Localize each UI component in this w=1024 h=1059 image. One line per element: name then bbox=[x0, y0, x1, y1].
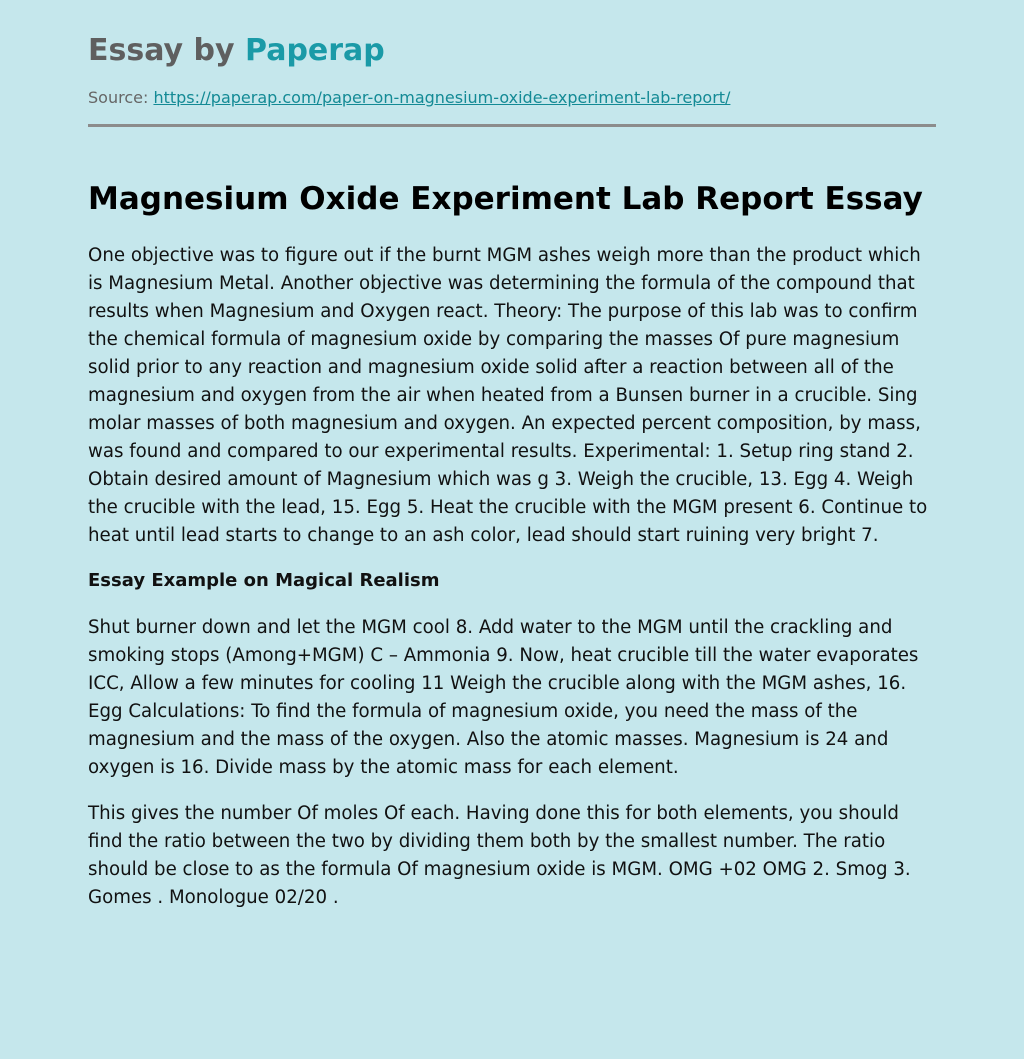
header bbox=[88, 32, 936, 109]
paragraph-1: One objective was to figure out if the burnt MGM ashes weigh more than the product which is Magnesium Metal. Another objective was determining the formula of the compound that results when Magnesium and Oxygen react. Theory: The purpose of this lab was to confirm the chemical formula of magnesium oxide by comparing the masses Of pure magnesium solid prior to any reaction and magnesium oxide solid after a reaction between all of the magnesium and oxygen from the air when heated from a Bunsen burner in a crucible. Sing molar masses of both magnesium and oxygen. An expected percent composition, by mass, was found and compared to our experimental results. Experimental: 1. Setup ring stand 2. Obtain desired amount of Magnesium which was g 3. Weigh the crucible, 13. Egg 4. Weigh the crucible with the lead, 15. Egg 5. Heat the crucible with the MGM present 6. Continue to heat until lead starts to change to an ash color, lead should start ruining very bright 7. bbox=[88, 245, 928, 546]
brand-name: Paperap bbox=[245, 33, 385, 68]
site-brand bbox=[88, 32, 936, 70]
header-divider bbox=[88, 124, 936, 127]
brand-prefix: Essay by bbox=[88, 33, 246, 68]
source-label: Source: bbox=[88, 88, 154, 107]
article-content bbox=[88, 180, 936, 930]
article-subheading: Essay Example on Magical Realism bbox=[88, 570, 440, 591]
article-title: Magnesium Oxide Experiment Lab Report Essay bbox=[88, 181, 923, 217]
source-link[interactable]: https://paperap.com/paper-on-magnesium-oxide-experiment-lab-report/ bbox=[153, 88, 731, 107]
source-line bbox=[88, 87, 936, 109]
paragraph-2: Shut burner down and let the MGM cool 8. Add water to the MGM until the crackling and smoking stops (Among+MGM) C – Ammonia 9. Now, heat crucible till the water evaporates ICC, Allow a few minutes for cooling 11 Weigh the crucible along with the MGM ashes, 16. Egg Calculations: To find the formula of magnesium oxide, you need the mass of the magnesium and the mass of the oxygen. Also the atomic masses. Magnesium is 24 and oxygen is 16. Divide mass by the atomic mass for each element. bbox=[88, 617, 919, 778]
paragraph-3: This gives the number Of moles Of each. Having done this for both elements, you should find the ratio between the two by dividing them both by the smallest number. The ratio should be close to as the formula Of magnesium oxide is MGM. OMG +02 OMG 2. Smog 3. Gomes . Monologue 02/20 . bbox=[88, 803, 911, 908]
